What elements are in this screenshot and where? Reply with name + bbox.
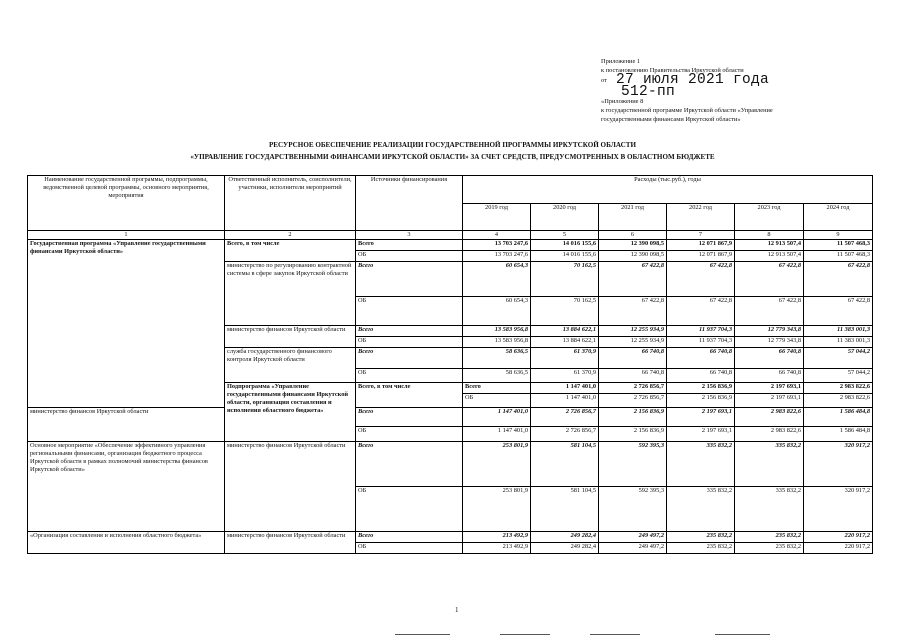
value-cell: 70 162,5 bbox=[531, 297, 599, 326]
value-cell: 12 071 867,9 bbox=[667, 251, 735, 262]
header-year: 2024 год bbox=[804, 204, 873, 231]
value-cell: 2 197 693,1 bbox=[667, 427, 735, 442]
value-cell: 249 497,2 bbox=[599, 532, 667, 543]
value-cell: 592 395,3 bbox=[599, 442, 667, 487]
document-title-line-2: «УПРАВЛЕНИЕ ГОСУДАРСТВЕННЫМИ ФИНАНСАМИ ИРКУТСКОЙ ОБЛАСТИ» ЗА СЧЕТ СРЕДСТВ, ПРЕДУСМОТРЕННЫХ В ОБЛАСТНОМ БЮДЖЕТЕ bbox=[190, 153, 715, 161]
value-cell: 581 104,5 bbox=[531, 487, 599, 532]
value-cell: 67 422,8 bbox=[804, 262, 873, 297]
value-cell: 13 703 247,6 bbox=[463, 240, 531, 251]
footer-rule bbox=[590, 634, 640, 635]
value-cell: 213 492,9 bbox=[463, 543, 531, 554]
subprogram-executor-total: Всего, в том числе bbox=[356, 383, 463, 408]
column-number: 5 bbox=[531, 231, 599, 240]
value-cell: 320 917,2 bbox=[804, 487, 873, 532]
value-cell: 66 740,8 bbox=[599, 369, 667, 383]
main-activity-name: Основное мероприятие «Обеспечение эффективного управления региональными финансами, организация бюджетного процесса Иркутской области в рамках полномочий министерства финансов Иркутской области» bbox=[28, 442, 225, 532]
source-total: Всего bbox=[356, 442, 463, 487]
value-cell: 66 740,8 bbox=[667, 369, 735, 383]
appendix-date-prefix: от bbox=[601, 76, 607, 84]
value-cell: 249 282,4 bbox=[531, 543, 599, 554]
stamp-number: 512-пп bbox=[621, 84, 676, 100]
source-total: Всего bbox=[463, 383, 531, 394]
source-ob: ОБ bbox=[356, 427, 463, 442]
value-cell: 2 156 836,9 bbox=[667, 383, 735, 394]
value-cell: 14 016 155,6 bbox=[531, 251, 599, 262]
appendix-line-2: к постановлению Правительства Иркутской области bbox=[601, 67, 744, 75]
value-cell: 57 044,2 bbox=[804, 369, 873, 383]
value-cell: 235 832,2 bbox=[735, 543, 804, 554]
value-cell: 67 422,8 bbox=[599, 262, 667, 297]
value-cell: 2 983 822,6 bbox=[804, 383, 873, 394]
value-cell: 67 422,8 bbox=[667, 297, 735, 326]
executor-name: министерство по регулированию контрактной системы в сфере закупок Иркутской области bbox=[225, 262, 356, 326]
source-total: Всего bbox=[356, 348, 463, 369]
value-cell: 12 390 098,5 bbox=[599, 251, 667, 262]
value-cell: 2 197 693,1 bbox=[667, 408, 735, 427]
footer-rule bbox=[395, 634, 450, 635]
value-cell: 2 983 822,6 bbox=[735, 427, 804, 442]
value-cell: 11 383 001,3 bbox=[804, 337, 873, 348]
value-cell: 12 913 507,4 bbox=[735, 240, 804, 251]
table-row bbox=[28, 240, 873, 251]
value-cell: 253 801,9 bbox=[463, 487, 531, 532]
value-cell: 13 703 247,6 bbox=[463, 251, 531, 262]
value-cell: 335 832,2 bbox=[735, 487, 804, 532]
value-cell: 335 832,2 bbox=[667, 442, 735, 487]
value-cell: 60 654,3 bbox=[463, 297, 531, 326]
source-ob: ОБ bbox=[356, 487, 463, 532]
value-cell: 2 726 856,7 bbox=[599, 394, 667, 408]
header-year: 2022 год bbox=[667, 204, 735, 231]
value-cell: 13 583 956,8 bbox=[463, 337, 531, 348]
state-program-name: Государственная программа «Управление государственными финансами Иркутской области» bbox=[28, 240, 225, 408]
appendix-line-1: Приложение 1 bbox=[601, 58, 641, 65]
value-cell: 11 507 468,3 bbox=[804, 240, 873, 251]
document-title-line-1: РЕСУРСНОЕ ОБЕСПЕЧЕНИЕ РЕАЛИЗАЦИИ ГОСУДАРСТВЕННОЙ ПРОГРАММЫ ИРКУТСКОЙ ОБЛАСТИ bbox=[268, 141, 637, 149]
column-number: 6 bbox=[599, 231, 667, 240]
value-cell: 58 636,5 bbox=[463, 369, 531, 383]
value-cell: 70 162,5 bbox=[531, 262, 599, 297]
value-cell: 249 497,2 bbox=[599, 543, 667, 554]
value-cell: 235 832,2 bbox=[667, 543, 735, 554]
value-cell: 2 197 693,1 bbox=[735, 383, 804, 394]
executor-name: министерство финансов Иркутской области bbox=[28, 408, 225, 442]
value-cell: 13 884 622,1 bbox=[531, 337, 599, 348]
value-cell: 12 071 867,9 bbox=[667, 240, 735, 251]
column-number: 3 bbox=[356, 231, 463, 240]
page-number: 1 bbox=[455, 606, 459, 614]
value-cell: 581 104,5 bbox=[531, 442, 599, 487]
value-cell: 66 740,8 bbox=[599, 348, 667, 369]
value-cell: 67 422,8 bbox=[667, 262, 735, 297]
subprogram-name: Подпрограмма «Управление государственными финансами Иркутской области, организация составления и исполнения областного бюджета» bbox=[225, 383, 356, 442]
value-cell: 2 983 822,6 bbox=[804, 394, 873, 408]
column-number: 7 bbox=[667, 231, 735, 240]
value-cell: 61 370,9 bbox=[531, 348, 599, 369]
footer-rule bbox=[715, 634, 770, 635]
header-source: Источники финансирования bbox=[356, 176, 463, 231]
value-cell: 220 917,2 bbox=[804, 532, 873, 543]
value-cell: 2 726 856,7 bbox=[531, 427, 599, 442]
value-cell: 61 370,9 bbox=[531, 369, 599, 383]
header-year: 2023 год bbox=[735, 204, 804, 231]
value-cell: 11 383 001,3 bbox=[804, 326, 873, 337]
value-cell: 12 779 343,8 bbox=[735, 326, 804, 337]
executor-name: министерство финансов Иркутской области bbox=[225, 442, 356, 532]
source-ob: ОБ bbox=[463, 394, 531, 408]
value-cell: 220 917,2 bbox=[804, 543, 873, 554]
value-cell: 1 147 401,0 bbox=[531, 394, 599, 408]
column-number: 2 bbox=[225, 231, 356, 240]
value-cell: 1 147 401,0 bbox=[463, 408, 531, 427]
column-number: 1 bbox=[28, 231, 225, 240]
stamp-date: 27 июля 2021 года bbox=[616, 72, 770, 88]
source-total: Всего bbox=[356, 532, 463, 543]
value-cell: 592 395,3 bbox=[599, 487, 667, 532]
value-cell: 2 156 836,9 bbox=[667, 394, 735, 408]
value-cell: 12 255 934,9 bbox=[599, 326, 667, 337]
source-total: Всего bbox=[356, 262, 463, 297]
header-year: 2019 год bbox=[463, 204, 531, 231]
appendix-line-6: государственными финансами Иркутской области» bbox=[601, 116, 741, 124]
value-cell: 13 884 622,1 bbox=[531, 326, 599, 337]
value-cell: 2 726 856,7 bbox=[531, 408, 599, 427]
value-cell: 67 422,8 bbox=[599, 297, 667, 326]
source-ob: ОБ bbox=[356, 251, 463, 262]
column-number: 9 bbox=[804, 231, 873, 240]
resource-table bbox=[27, 175, 873, 554]
header-expenses: Расходы (тыс.руб.), годы bbox=[463, 176, 873, 204]
value-cell: 66 740,8 bbox=[667, 348, 735, 369]
value-cell: 253 801,9 bbox=[463, 442, 531, 487]
value-cell: 2 197 693,1 bbox=[735, 394, 804, 408]
value-cell: 249 282,4 bbox=[531, 532, 599, 543]
header-year: 2020 год bbox=[531, 204, 599, 231]
table-row bbox=[28, 408, 873, 427]
value-cell: 12 779 343,8 bbox=[735, 337, 804, 348]
value-cell: 1 147 401,0 bbox=[463, 427, 531, 442]
value-cell: 67 422,8 bbox=[804, 297, 873, 326]
state-program-executor-total: Всего, в том числе bbox=[225, 240, 356, 262]
header-year: 2021 год bbox=[599, 204, 667, 231]
value-cell: 67 422,8 bbox=[735, 262, 804, 297]
source-total: Всего bbox=[356, 240, 463, 251]
value-cell: 335 832,2 bbox=[735, 442, 804, 487]
source-total: Всего bbox=[356, 326, 463, 337]
value-cell: 66 740,8 bbox=[735, 348, 804, 369]
value-cell: 14 016 155,6 bbox=[531, 240, 599, 251]
value-cell: 67 422,8 bbox=[735, 297, 804, 326]
header-name: Наименование государственной программы, подпрограммы, ведомственной целевой программы, основного мероприятия, мероприятия bbox=[28, 176, 225, 231]
source-ob: ОБ bbox=[356, 297, 463, 326]
value-cell: 2 983 822,6 bbox=[735, 408, 804, 427]
value-cell: 2 156 836,9 bbox=[599, 427, 667, 442]
value-cell: 12 913 507,4 bbox=[735, 251, 804, 262]
value-cell: 235 832,2 bbox=[667, 532, 735, 543]
value-cell: 1 586 484,8 bbox=[804, 408, 873, 427]
value-cell: 66 740,8 bbox=[735, 369, 804, 383]
value-cell: 12 390 098,5 bbox=[599, 240, 667, 251]
source-total: Всего bbox=[356, 408, 463, 427]
value-cell: 2 726 856,7 bbox=[599, 383, 667, 394]
header-executor: Ответственный исполнитель, соисполнители, участники, исполнители мероприятий bbox=[225, 176, 356, 231]
value-cell: 213 492,9 bbox=[463, 532, 531, 543]
value-cell: 58 636,5 bbox=[463, 348, 531, 369]
value-cell: 2 156 836,9 bbox=[599, 408, 667, 427]
table-row bbox=[28, 442, 873, 487]
value-cell: 12 255 934,9 bbox=[599, 337, 667, 348]
source-ob: ОБ bbox=[356, 337, 463, 348]
value-cell: 11 507 468,3 bbox=[804, 251, 873, 262]
value-cell: 57 044,2 bbox=[804, 348, 873, 369]
value-cell: 320 917,2 bbox=[804, 442, 873, 487]
value-cell: 11 937 704,3 bbox=[667, 326, 735, 337]
column-number: 8 bbox=[735, 231, 804, 240]
value-cell: 11 937 704,3 bbox=[667, 337, 735, 348]
executor-name: министерство финансов Иркутской области bbox=[225, 532, 356, 554]
appendix-line-5: к государственной программе Иркутской области «Управление bbox=[601, 107, 773, 115]
value-cell: 1 586 484,8 bbox=[804, 427, 873, 442]
executor-name: служба государственного финансового контроля Иркутской области bbox=[225, 348, 356, 383]
value-cell: 235 832,2 bbox=[735, 532, 804, 543]
source-ob: ОБ bbox=[356, 369, 463, 383]
appendix-line-4: «Приложение 8 bbox=[601, 97, 644, 105]
value-cell: 1 147 401,0 bbox=[531, 383, 599, 394]
executor-name: министерство финансов Иркутской области bbox=[225, 326, 356, 348]
value-cell: 13 583 956,8 bbox=[463, 326, 531, 337]
column-number: 4 bbox=[463, 231, 531, 240]
value-cell: 335 832,2 bbox=[667, 487, 735, 532]
source-ob: ОБ bbox=[356, 543, 463, 554]
value-cell: 60 654,3 bbox=[463, 262, 531, 297]
footer-rule bbox=[500, 634, 550, 635]
table-row bbox=[28, 532, 873, 543]
activity-name: «Организация составления и исполнения областного бюджета» bbox=[28, 532, 225, 554]
